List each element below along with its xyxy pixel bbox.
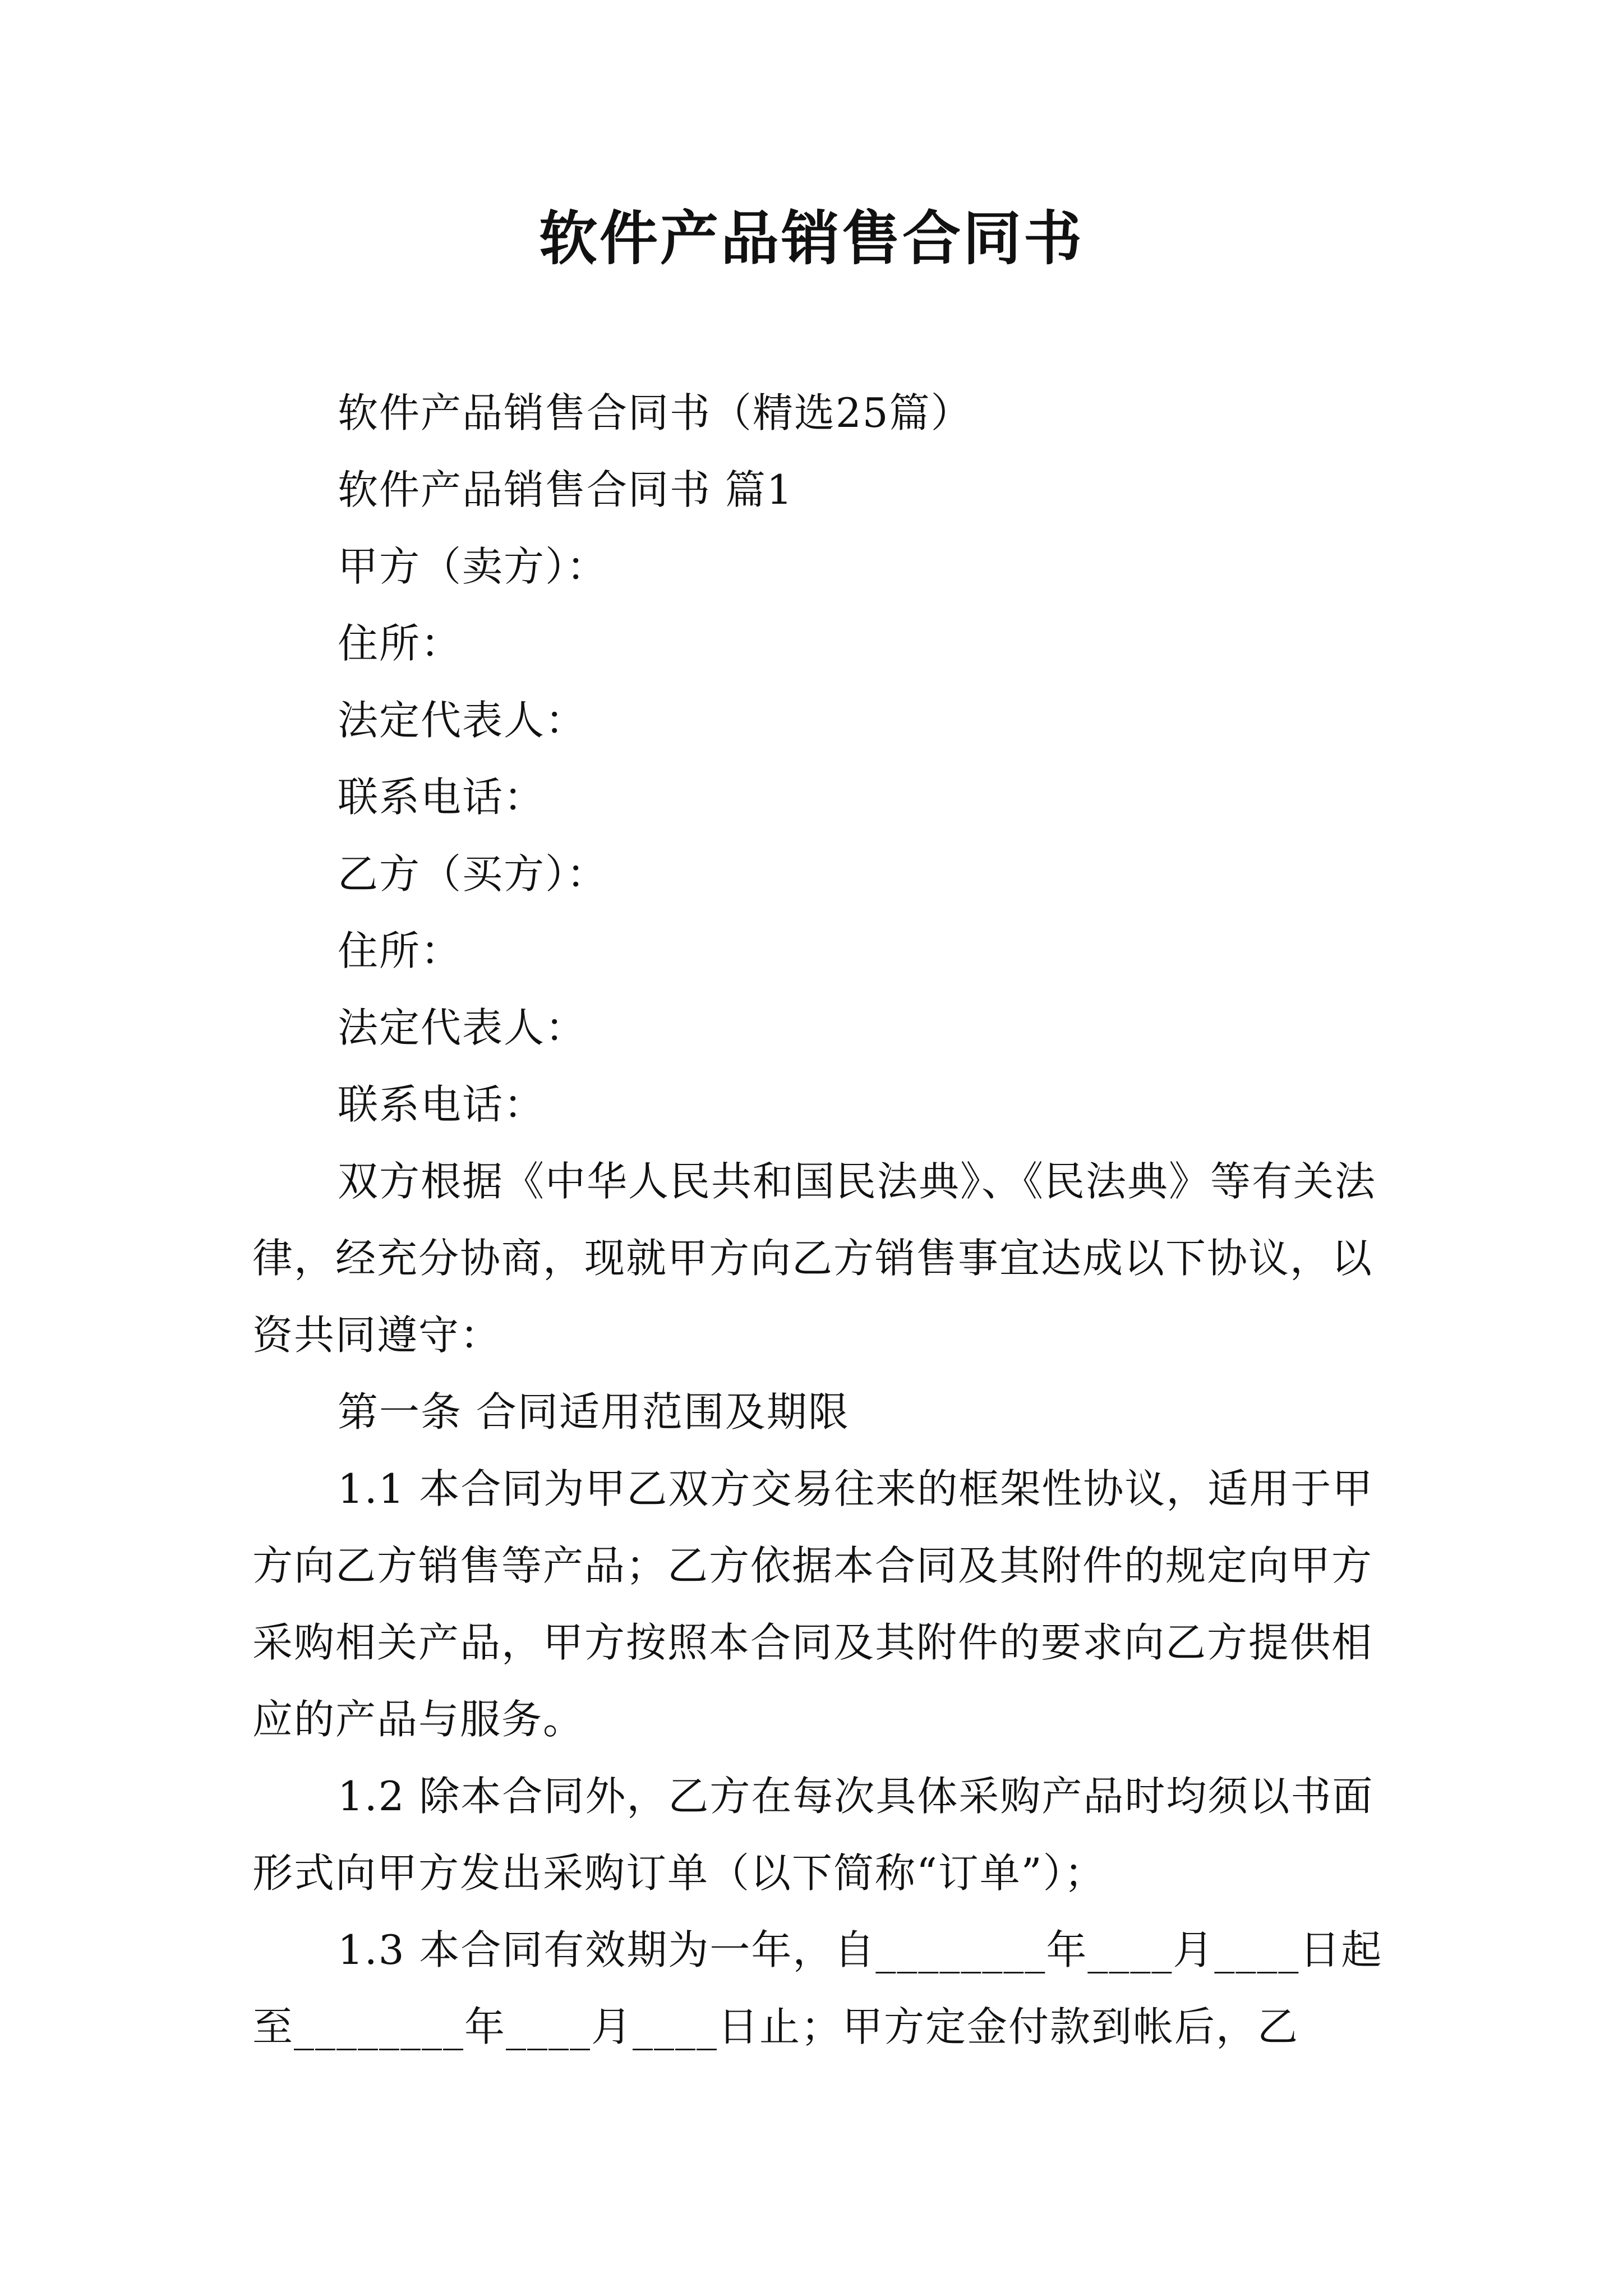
party-b-label: 乙方（买方）： xyxy=(338,850,608,898)
clause-1-1: 1.1 本合同为甲乙双方交易往来的框架性协议，适用于甲方向乙方销售等产品；乙方依据本合同及其附件的规定向甲方采购相关产品，甲方按照本合同及其附件的要求向乙方提供相应的产品与服务。 xyxy=(252,1465,1374,1743)
party-b-phone-label: 联系电话： xyxy=(338,1081,546,1128)
paragraph-subtitle: 软件产品销售合同书（精选25篇） xyxy=(338,389,972,436)
party-b-legal-rep-label: 法定代表人： xyxy=(338,1004,587,1051)
document-title: 软件产品销售合同书 xyxy=(538,204,1084,273)
party-a-label: 甲方（卖方）： xyxy=(338,543,608,590)
clause-1-3: 1.3 本合同有效期为一年，自________年____月____日起至________年____月____日止；甲方定金付款到帐后，乙 xyxy=(252,1926,1383,2050)
paragraph-chapter-heading: 软件产品销售合同书 篇1 xyxy=(338,466,794,513)
document-body xyxy=(252,375,1385,2065)
party-a-phone-label: 联系电话： xyxy=(338,774,546,821)
party-b-address-label: 住所： xyxy=(338,927,463,974)
party-a-address-label: 住所： xyxy=(338,620,463,667)
party-a-legal-rep-label: 法定代表人： xyxy=(338,697,587,744)
preamble-paragraph: 双方根据《中华人民共和国民法典》、《民法典》等有关法律，经充分协商，现就甲方向乙方销售事宜达成以下协议，以资共同遵守： xyxy=(252,1158,1377,1359)
clause-1-2: 1.2 除本合同外，乙方在每次具体采购产品时均须以书面形式向甲方发出采购订单（以下简称“订单”）； xyxy=(252,1773,1374,1897)
article-1-heading: 第一条 合同适用范围及期限 xyxy=(338,1388,850,1435)
